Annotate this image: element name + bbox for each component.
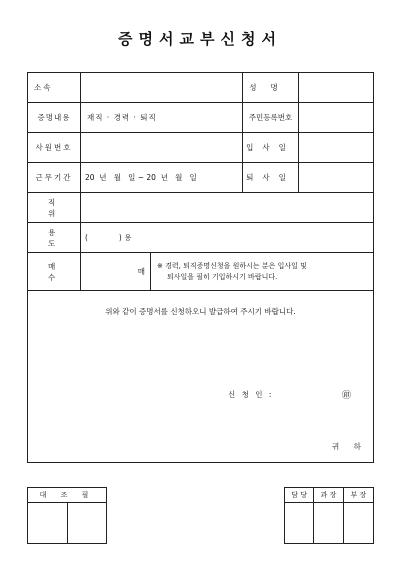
affiliation-label: 소속 — [28, 73, 81, 102]
approval-sign-dept-head[interactable] — [343, 503, 373, 544]
employee-no-label: 사원번호 — [28, 133, 81, 162]
applicant-label: 신 청 인 : — [228, 390, 274, 399]
approval-box — [284, 487, 374, 544]
purpose-label: 용도 — [28, 223, 81, 252]
row-employee-no — [28, 133, 373, 163]
ledger-check-header: 대 조 필 — [28, 488, 107, 503]
approval-sign-section-chief[interactable] — [314, 503, 343, 544]
copies-label: 매수 — [28, 253, 81, 290]
row-copies — [28, 253, 373, 291]
form-title: 증명서교부신청서 — [118, 30, 282, 48]
employee-no-field[interactable] — [81, 133, 243, 162]
leave-date-field[interactable] — [299, 163, 375, 192]
row-affiliation — [28, 73, 373, 103]
row-position — [28, 193, 373, 223]
request-statement: 위와 같이 증명서를 신청하오니 발급하여 주시기 바랍니다. — [105, 307, 296, 316]
row-purpose — [28, 223, 373, 253]
cert-type-label: 증명내용 — [28, 103, 81, 132]
period-field[interactable]: 20 년 월 일 ~ 20 년 월 일 — [81, 163, 243, 192]
period-label: 근무기간 — [28, 163, 81, 192]
approval-header-staff: 담 당 — [285, 488, 314, 503]
rrn-field[interactable] — [299, 103, 375, 132]
row-cert-type — [28, 103, 373, 133]
position-label: 직위 — [28, 193, 81, 222]
approval-header-dept-head: 부 장 — [343, 488, 373, 503]
copies-note — [151, 253, 375, 290]
copies-field[interactable] — [81, 253, 151, 290]
affiliation-field[interactable] — [81, 73, 243, 102]
approval-sign-staff[interactable] — [285, 503, 314, 544]
seal-mark: ㊞ — [342, 391, 352, 401]
leave-date-label: 퇴사일 — [243, 163, 299, 192]
ledger-check-cell-1[interactable] — [28, 503, 68, 544]
note-line-1: ※ 경력, 퇴직증명신청을 원하시는 분은 입사일 및 — [157, 261, 307, 270]
copies-unit: 매 — [137, 267, 145, 276]
ledger-check-cell-2[interactable] — [67, 503, 107, 544]
note-line-2: 퇴사일을 필히 기입하시기 바랍니다. — [167, 272, 278, 281]
position-field[interactable] — [81, 193, 375, 222]
purpose-field[interactable]: ( ) 용 — [85, 233, 132, 242]
addressee: 귀 하 — [332, 442, 367, 451]
name-field[interactable] — [299, 73, 375, 102]
ledger-check-box — [27, 487, 107, 544]
name-label: 성명 — [243, 73, 299, 102]
approval-header-section-chief: 과 장 — [314, 488, 343, 503]
rrn-label: 주민등록번호 — [243, 103, 299, 132]
join-date-field[interactable] — [299, 133, 375, 162]
application-form — [27, 72, 374, 463]
cert-type-options[interactable]: 재직 · 경력 · 퇴직 — [81, 103, 243, 132]
row-period — [28, 163, 373, 193]
join-date-label: 입사일 — [243, 133, 299, 162]
